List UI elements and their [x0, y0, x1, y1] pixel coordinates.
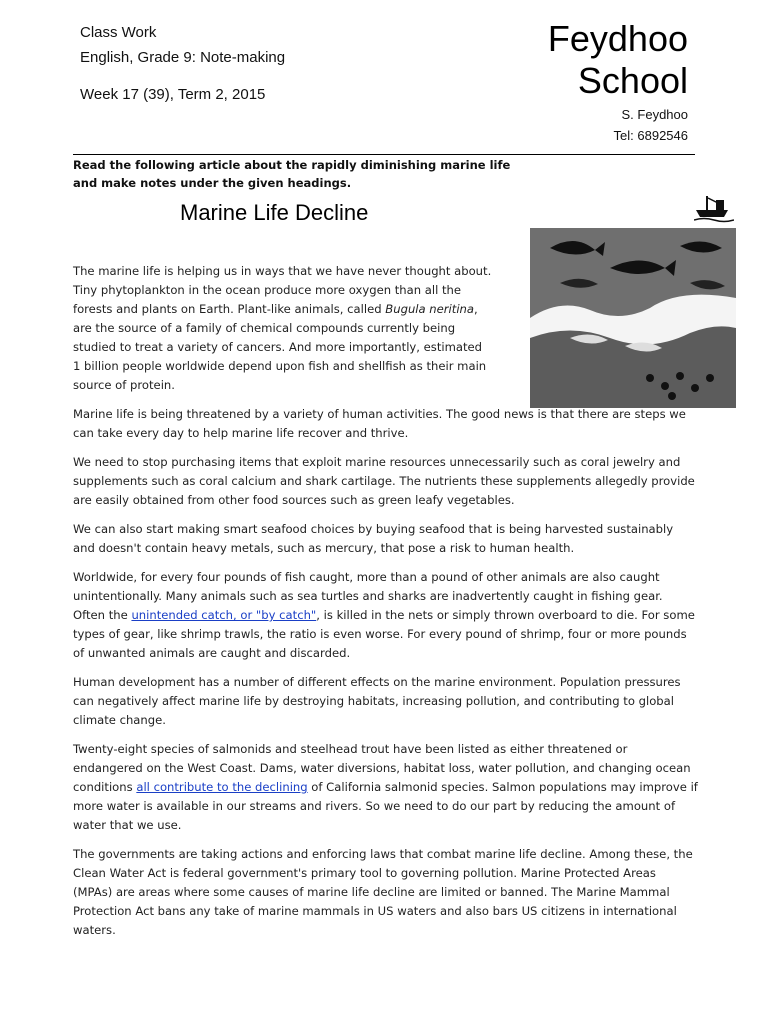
paragraph-5: Worldwide, for every four pounds of fish caught, more than a pound of other animals are also caught unintentionally. Many animals such as sea turtles and sharks are inadvertently caught in fishing gear. Often the unintended catch, or "by catch", is killed in the nets or simply thrown overboard to die. For some types of gear, like shrimp trawls, the ratio is even worse. For every pound of shrimp, four or more pounds of unwanted animals are caught and discarded.: [73, 570, 695, 660]
bycatch-link[interactable]: unintended catch, or "by catch": [131, 608, 317, 622]
fishing-boat-icon: [694, 190, 734, 224]
class-info: [80, 20, 285, 107]
school-phone: Tel: 6892546: [613, 128, 688, 143]
species-name: Bugula neritina: [385, 302, 474, 316]
article-body: [73, 262, 698, 950]
school-info: [548, 18, 688, 144]
school-address: S. Feydhoo: [621, 107, 688, 122]
school-name-line1: Feydhoo: [547, 18, 688, 59]
salmonid-decline-link[interactable]: all contribute to the declining: [136, 780, 308, 794]
week-label: Week 17 (39), Term 2, 2015: [80, 86, 266, 103]
class-work-label: Class Work: [80, 24, 157, 41]
paragraph-4: We can also start making smart seafood choices by buying seafood that is being harvested sustainably and doesn't contain heavy metals, such as mercury, that pose a risk to human health.: [73, 522, 674, 555]
paragraph-1: The marine life is helping us in ways that we have never thought about. Tiny phytoplankton in the ocean produce more oxygen than all the forests and plants on Earth. Plant-like animals, called Bugula neritina, are the source of a family of chemical compounds currently being studied to treat a variety of cancers. And more importantly, estimated 1 billion people worldwide depend upon fish and shellfish as their main source of protein.: [73, 264, 492, 392]
paragraph-3: We need to stop purchasing items that exploit marine resources unnecessarily such as coral jewelry and supplements such as coral calcium and shark cartilage. The nutrients these supplements allegedly provide are easily obtained from other food sources such as green leafy vegetables.: [73, 455, 695, 507]
paragraph-2: Marine life is being threatened by a variety of human activities. The good news is that there are steps we can take every day to help marine life recover and thrive.: [73, 407, 686, 440]
subject-label: English, Grade 9: Note-making: [80, 49, 286, 66]
instruction-text: Read the following article about the rapidly diminishing marine life and make notes under the given headings.: [73, 158, 511, 190]
article-title: Marine Life Decline: [180, 200, 369, 225]
school-name-line2: School: [577, 60, 688, 101]
paragraph-7: Twenty-eight species of salmonids and steelhead trout have been listed as either threatened or endangered on the West Coast. Dams, water diversions, habitat loss, water pollution, and changing ocean conditions all contribute to the declining of California salmonid species. Salmon populations may improve if more water is available in our streams and rivers. So we need to do our part by reducing the amount of water that we use.: [73, 742, 698, 832]
header-divider: [73, 154, 695, 155]
paragraph-6: Human development has a number of different effects on the marine environment. Population pressures can negatively affect marine life by destroying habitats, increasing pollution, and contributing to global climate change.: [73, 675, 681, 727]
paragraph-8: The governments are taking actions and enforcing laws that combat marine life decline. Among these, the Clean Water Act is federal government's primary tool to governing pollution. Marine Protected Areas (MPAs) are areas where some causes of marine life decline are limited or banned. The Marine Mammal Protection Act bans any take of marine mammals in US waters and also bars US citizens in international waters.: [73, 847, 693, 937]
